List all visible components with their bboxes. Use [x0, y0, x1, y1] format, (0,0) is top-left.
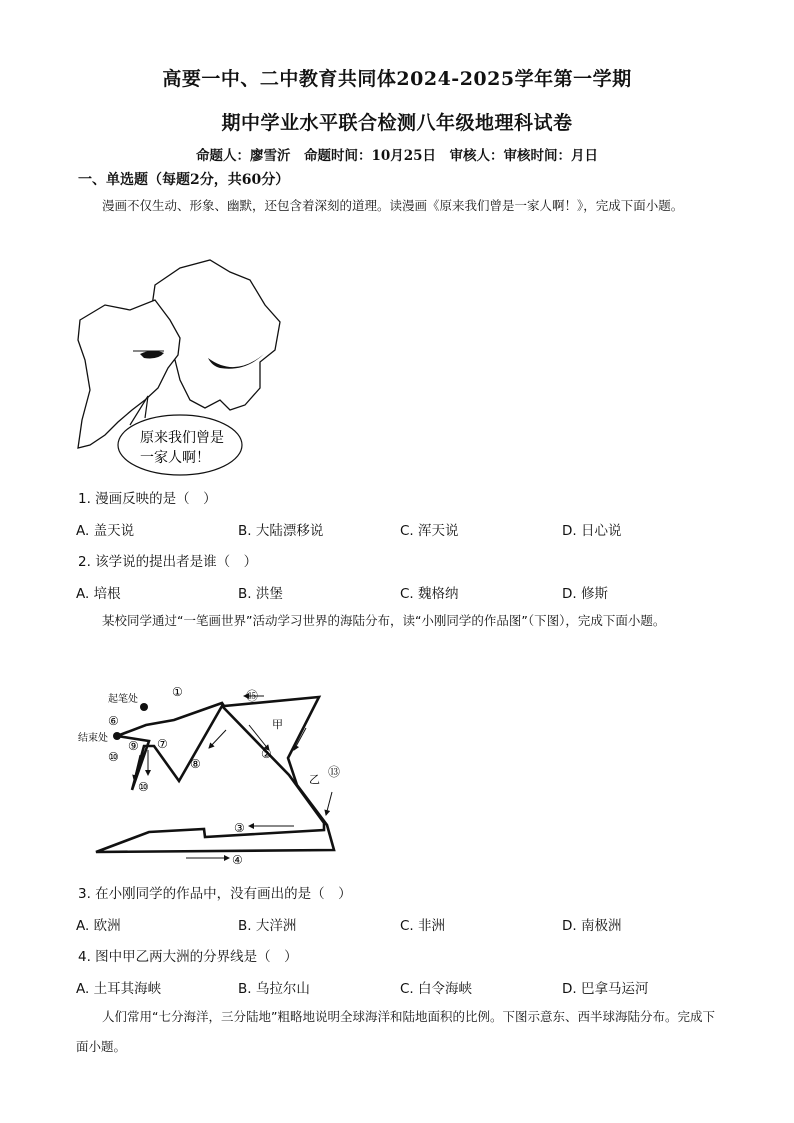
section-title: 一、单选题（每题2分，共60分）: [78, 172, 290, 188]
q2-option-d[interactable]: D. 修斯: [562, 586, 608, 602]
bubble-text-line2: 一家人啊！: [140, 450, 210, 466]
q4-option-c[interactable]: C. 白令海峡: [400, 981, 473, 997]
q2-option-a[interactable]: A. 培根: [76, 586, 121, 602]
arrow-11-dir: [294, 728, 306, 750]
continental-drift-cartoon: [60, 250, 300, 480]
passage-1: 漫画不仅生动、形象、幽默，还包含着深刻的道理。读漫画《原来我们曾是一家人啊！》，完成下面小题。: [102, 198, 684, 213]
end-dot: [113, 732, 121, 740]
start-label: 起笔处: [108, 694, 138, 705]
label-jia: 甲: [272, 718, 283, 731]
start-dot: [140, 703, 148, 711]
question-3: 3. 在小刚同学的作品中，没有画出的是（ ）: [78, 886, 352, 902]
num-10-left: ⑩: [108, 750, 119, 764]
arrow-13: [326, 792, 332, 815]
question-4: 4. 图中甲乙两大洲的分界线是（ ）: [78, 949, 298, 965]
q3-option-d[interactable]: D. 南极洲: [562, 918, 622, 934]
num-10: ⑩: [138, 780, 149, 794]
q2-option-c[interactable]: C. 魏格纳: [400, 586, 459, 602]
q4-option-a[interactable]: A. 土耳其海峡: [76, 981, 162, 997]
arrow-6: [209, 730, 226, 748]
num-8: ⑧: [190, 757, 201, 771]
q1-option-b[interactable]: B. 大陆漂移说: [238, 523, 324, 539]
num-7: ⑦: [157, 737, 168, 751]
num-9: ⑨: [128, 739, 139, 753]
passage-3: 人们常用“七分海洋，三分陆地”粗略地说明全球海洋和陆地面积的比例。下图示意东、西半球海陆分布。完成下面小题。: [76, 1009, 715, 1054]
q3-option-a[interactable]: A. 欧洲: [76, 918, 121, 934]
exam-meta: 命题人：廖雪沂 命题时间：10月25日 审核人：审核时间：月日: [195, 148, 599, 164]
num-1: ①: [172, 685, 183, 699]
q4-option-d[interactable]: D. 巴拿马运河: [562, 981, 649, 997]
q3-option-c[interactable]: C. 非洲: [400, 918, 446, 934]
q1-option-c[interactable]: C. 浑天说: [400, 523, 459, 539]
q3-option-b[interactable]: B. 大洋洲: [238, 918, 297, 934]
one-stroke-world-figure: [74, 680, 344, 870]
bubble-text-line1: 原来我们曾是: [140, 430, 224, 446]
label-yi: 乙: [309, 773, 320, 786]
q1-option-a[interactable]: A. 盖天说: [76, 523, 135, 539]
q4-option-b[interactable]: B. 乌拉尔山: [238, 981, 310, 997]
question-2: 2. 该学说的提出者是谁（ ）: [78, 554, 258, 570]
exam-title-line1: 高要一中、二中教育共同体2024-2025学年第一学期: [162, 68, 632, 90]
q2-option-b[interactable]: B. 洪堡: [238, 586, 283, 602]
q1-option-d[interactable]: D. 日心说: [562, 523, 622, 539]
num-13: ⑬: [328, 765, 341, 779]
stroke-path: [96, 697, 334, 852]
end-label: 结束处: [78, 733, 108, 744]
num-2: ②: [261, 747, 272, 761]
exam-title-line2: 期中学业水平联合检测八年级地理科试卷: [221, 112, 573, 134]
num-4: ④: [232, 853, 243, 867]
passage-2: 某校同学通过“一笔画世界”活动学习世界的海陆分布，读“小刚同学的作品图”（下图），完成下面小题。: [102, 613, 666, 628]
num-6: ⑥: [108, 714, 119, 728]
num-3: ③: [234, 821, 245, 835]
question-1: 1. 漫画反映的是（ ）: [78, 491, 217, 507]
num-15: ⑮: [246, 689, 259, 703]
